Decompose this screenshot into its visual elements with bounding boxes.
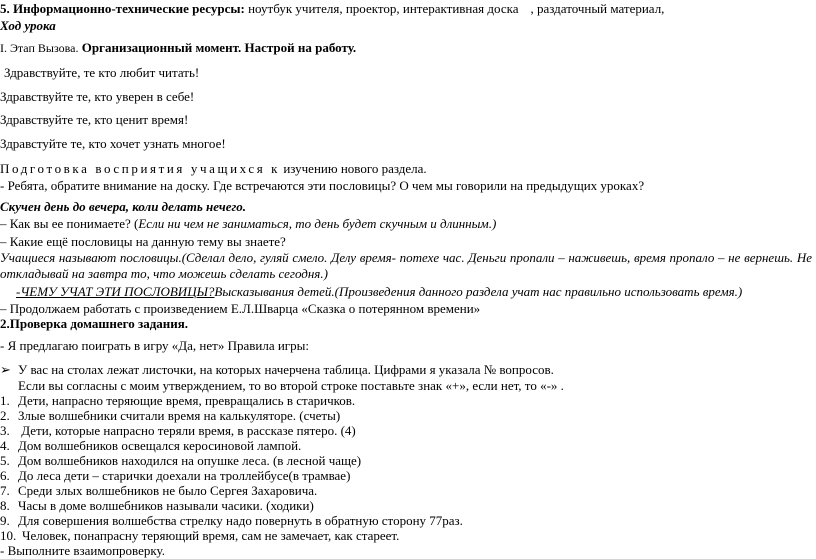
list-item-number: 3. xyxy=(0,423,10,438)
list-item-number: 9. xyxy=(0,513,10,528)
list-item-text: Злые волшебники считали время на калькуляторе. (счеты) xyxy=(18,408,341,423)
list-item xyxy=(0,423,356,438)
resources-label: 5. Информационно-технические ресурсы: xyxy=(0,1,245,16)
list-item xyxy=(0,513,463,528)
question-understand-text: – Как вы ее понимаете? ( xyxy=(0,216,139,231)
rules-line-2: Если вы согласны с моим утверждением, то во второй строке поставьте знак «+», если нет, то «-» . xyxy=(18,378,564,393)
arrow-bullet-icon: ➢ xyxy=(0,362,11,377)
continue-work: – Продолжаем работать с произведением Е.Л.Шварца «Сказка о потерянном времени» xyxy=(0,301,481,316)
list-item-number: 2. xyxy=(0,408,10,423)
greeting-1: Здравствуйте, те кто любит читать! xyxy=(4,65,200,80)
statements-answer: Высказывания детей.(Произведения данного раздела учат нас правильно использовать время.) xyxy=(214,284,743,299)
question-understand xyxy=(0,216,496,231)
stage1-title: Организационный момент. Настрой на работу. xyxy=(81,40,357,55)
list-item-text: Для совершения волшебства стрелку надо повернуть в обратную сторону 77раз. xyxy=(18,513,463,528)
mutual-check: - Выполните взаимопроверку. xyxy=(0,543,165,558)
stage1-prefix: I. Этап Вызова. xyxy=(0,41,79,55)
greeting-4: Здравстуйте те, кто хочет узнать многое! xyxy=(0,136,226,151)
question-board: - Ребята, обратите внимание на доску. Где встречаются эти пословицы? О чем мы говорили на предыдущих уроках? xyxy=(0,178,645,193)
resources-line xyxy=(0,1,664,16)
list-item xyxy=(0,528,399,543)
list-item-text: Человек, понапрасну теряющий время, сам не замечает, как стареет. xyxy=(22,528,400,543)
list-item xyxy=(0,438,301,453)
preparation-rest: изучению нового раздела. xyxy=(283,161,427,176)
list-item-number: 7. xyxy=(0,483,10,498)
question-understand-answer: Если ни чем не заниматься, то день будет скучным и длинным.) xyxy=(138,216,497,231)
list-item-text: Часы в доме волшебников называли часики. (ходики) xyxy=(18,498,314,513)
lesson-heading: Ход урока xyxy=(0,18,56,33)
list-item-text: До леса дети – старички доехали на троллейбусе(в трамвае) xyxy=(18,468,351,483)
game-invite: - Я предлагаю поиграть в игру «Да, нет» Правила игры: xyxy=(0,338,309,353)
list-item xyxy=(0,393,355,408)
stage2-title: 2.Проверка домашнего задания. xyxy=(0,316,189,331)
statements-note xyxy=(16,284,742,299)
greeting-2: Здравствуйте те, кто уверен в себе! xyxy=(0,89,195,104)
preparation-spaced: Подготовка восприятия учащихся к xyxy=(0,161,281,176)
list-item xyxy=(0,498,314,513)
proverb: Скучен день до вечера, коли делать нечего. xyxy=(0,199,247,214)
list-item-text: Дети, которые напрасно теряли время, в рассказе пятеро. (4) xyxy=(18,423,356,438)
list-item xyxy=(0,453,361,468)
resources-text-tail: , раздаточный материал, xyxy=(530,1,665,16)
resources-text: ноутбук учителя, проектор, интерактивная доска xyxy=(248,1,519,16)
list-item-text: Дети, напрасно теряющие время, превращались в старичков. xyxy=(18,393,356,408)
list-item-number: 8. xyxy=(0,498,10,513)
rules-text-1: У вас на столах лежат листочки, на которых начерчена таблица. Цифрами я указала № вопросов. xyxy=(18,362,554,377)
list-item xyxy=(0,483,317,498)
list-item-number: 4. xyxy=(0,438,10,453)
list-item-number: 1. xyxy=(0,393,10,408)
statements-question: -ЧЕМУ УЧАТ ЭТИ ПОСЛОВИЦЫ? xyxy=(16,284,215,299)
stage1-line xyxy=(0,40,356,56)
list-item-number: 5. xyxy=(0,453,10,468)
list-item-number: 10. xyxy=(0,528,17,543)
students-answer: Учащиеся называют пословицы.(Сделал дело, гуляй смело. Делу время- потехе час. Деньги пропали – наживешь, время пропало – не вернешь. Не откладывай на завтра то, что можешь сделать сегодня.) xyxy=(0,250,812,281)
question-other-proverbs: – Какие ещё пословицы на данную тему вы знаете? xyxy=(0,234,286,249)
list-item xyxy=(0,408,340,423)
list-item-text: Дом волшебников находился на опушке леса. (в лесной чаще) xyxy=(18,453,362,468)
greeting-3: Здравствуйте те, кто ценит время! xyxy=(0,112,189,127)
preparation-line xyxy=(0,161,427,176)
list-item-text: Дом волшебников освещался керосиновой лампой. xyxy=(18,438,302,453)
list-item-text: Среди злых волшебников не было Сергея Захаровича. xyxy=(18,483,318,498)
list-item xyxy=(0,468,350,483)
list-item-number: 6. xyxy=(0,468,10,483)
rules-line-1 xyxy=(0,362,554,377)
